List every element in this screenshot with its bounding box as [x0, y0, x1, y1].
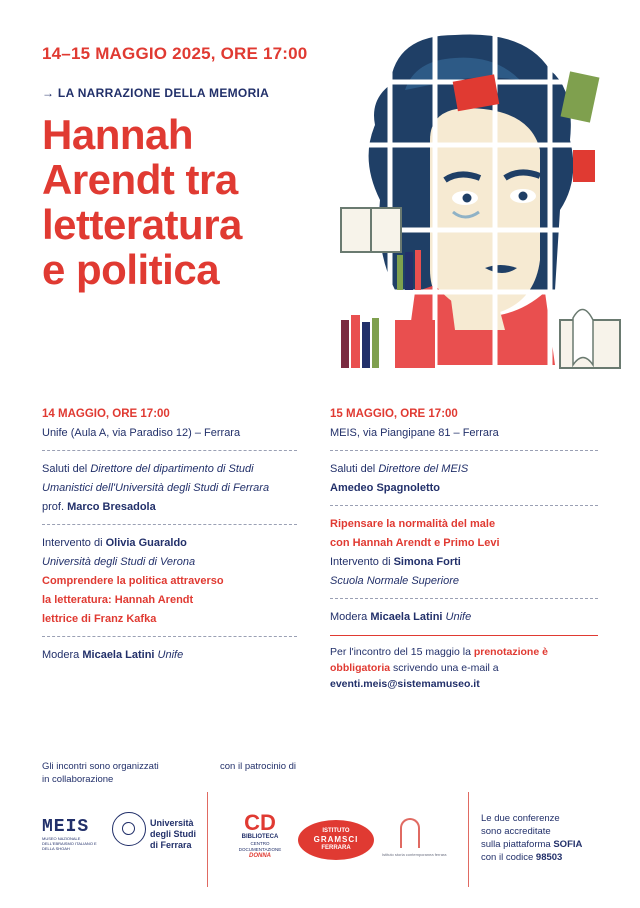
series-label: → LA NARRAZIONE DELLA MEMORIA: [42, 86, 270, 100]
affiliation: Scuola Normale Superiore: [330, 575, 460, 587]
talk-title-line: lettrice di Franz Kafka: [42, 613, 157, 625]
divider: [42, 524, 297, 525]
text: Le due conferenze: [481, 813, 560, 824]
divider: [207, 792, 208, 887]
organizers-label: [42, 760, 159, 786]
day2-date: 15 MAGGIO, ORE 17:00: [330, 408, 458, 420]
program-day-2: [330, 405, 598, 692]
day1-place: Unife (Aula A, via Paradiso 12) – Ferrara: [42, 427, 241, 439]
role: Direttore del dipartimento di Studi: [90, 463, 254, 475]
day1-date: 14 MAGGIO, ORE 17:00: [42, 408, 170, 420]
day2-greeting-name: [330, 479, 598, 498]
talk-title-line: Comprendere la politica attraverso: [42, 575, 224, 587]
istituto-arch-icon: [400, 818, 420, 848]
title-line: Arendt tra: [42, 156, 238, 203]
text: DONNA: [249, 853, 271, 859]
booking-note: [330, 644, 598, 692]
cdb-monogram-icon: CD: [244, 810, 276, 835]
text: Saluti del: [42, 463, 91, 475]
text: CENTRO DOCUMENTAZIONE: [238, 841, 282, 852]
moderator-name: Micaela Latini: [370, 611, 443, 623]
day2-affiliation: [330, 572, 598, 591]
contact-email[interactable]: eventi.meis@sistemamuseo.it: [330, 678, 480, 690]
text: scrivendo una e-mail a: [390, 662, 499, 674]
gramsci-logo: [298, 820, 374, 860]
event-dates: 14–15 MAGGIO 2025, ORE 17:00: [42, 44, 308, 63]
talk-title-line: con Hannah Arendt e Primo Levi: [330, 537, 500, 549]
text: Modera: [42, 649, 83, 661]
divider: [468, 792, 469, 887]
talk-title-line: Ripensare la normalità del male: [330, 518, 496, 530]
day1-affiliation: [42, 553, 297, 572]
day2-moderator: [330, 608, 598, 627]
text: in collaborazione: [42, 774, 114, 785]
text: prof.: [42, 501, 68, 513]
speaker-name: Olivia Guaraldo: [105, 537, 187, 549]
text: Intervento di: [330, 556, 394, 568]
text: Università: [150, 818, 194, 828]
talk-title-line: la letteratura: Hannah Arendt: [42, 594, 194, 606]
istituto-label: Istituto storia contemporanea ferrara: [382, 852, 447, 857]
title-line: Hannah: [42, 111, 194, 158]
program-day-1: [42, 405, 297, 665]
role: Direttore del MEIS: [378, 463, 469, 475]
day1-greeting: [42, 460, 297, 479]
text: FERRARA: [321, 845, 351, 851]
affiliation: Università degli Studi di Verona: [42, 556, 196, 568]
meis-wordmark: MEIS: [42, 817, 90, 837]
divider: [42, 450, 297, 451]
text: sulla piattaforma: [481, 839, 554, 850]
affiliation: Unife: [154, 649, 184, 661]
platform-name: SOFIA: [553, 839, 583, 850]
patronage-label: con il patrocinio di: [220, 761, 297, 772]
text: Gli incontri sono organizzati: [42, 761, 159, 772]
text: con il codice: [481, 852, 536, 863]
divider: [330, 598, 598, 599]
unife-seal-icon: [112, 812, 146, 846]
text: Intervento di: [42, 537, 106, 549]
day1-moderator: [42, 646, 297, 665]
person-name: Marco Bresadola: [67, 501, 156, 513]
speaker-name: Simona Forti: [393, 556, 461, 568]
day2-talk: [330, 553, 598, 572]
meis-subtitle: MUSEO NAZIONALE DELL'EBRAISMO ITALIANO E DELLA SHOAH: [42, 836, 97, 851]
day2-greeting: [330, 460, 598, 479]
unife-logo-text: [150, 818, 196, 851]
person-name: Amedeo Spagnoletto: [330, 482, 441, 494]
role: Umanistici dell'Università degli Studi di Ferrara: [42, 482, 270, 494]
emphasis: obbligatoria: [330, 662, 391, 674]
page-title: [42, 112, 362, 292]
day2-place: MEIS, via Piangipane 81 – Ferrara: [330, 427, 499, 439]
divider: [330, 505, 598, 506]
day1-talk: [42, 534, 297, 553]
emphasis: prenotazione è: [473, 646, 548, 658]
text: ISTITUTO: [322, 828, 350, 834]
divider: [330, 635, 598, 636]
moderator-name: Micaela Latini: [82, 649, 155, 661]
affiliation: Unife: [442, 611, 472, 623]
accreditation-note: [481, 812, 582, 864]
text: degli Studi: [150, 829, 196, 839]
text: di Ferrara: [150, 840, 192, 850]
hannah-arendt-illustration: [335, 30, 627, 372]
title-line: letteratura: [42, 201, 242, 248]
day1-greeting-cont: [42, 479, 297, 498]
divider: [330, 450, 598, 451]
divider: [42, 636, 297, 637]
text: Modera: [330, 611, 371, 623]
course-code: 98503: [535, 852, 563, 863]
text: GRAMSCI: [313, 835, 359, 844]
title-line: e politica: [42, 246, 220, 293]
text: sono accreditate: [481, 826, 551, 837]
text: Saluti del: [330, 463, 379, 475]
meis-logo: [42, 818, 102, 851]
biblioteca-logo: [232, 812, 288, 860]
text: Per l'incontro del 15 maggio la: [330, 646, 474, 658]
text: BIBLIOTECA: [241, 834, 279, 840]
day1-greeting-name: [42, 498, 297, 517]
